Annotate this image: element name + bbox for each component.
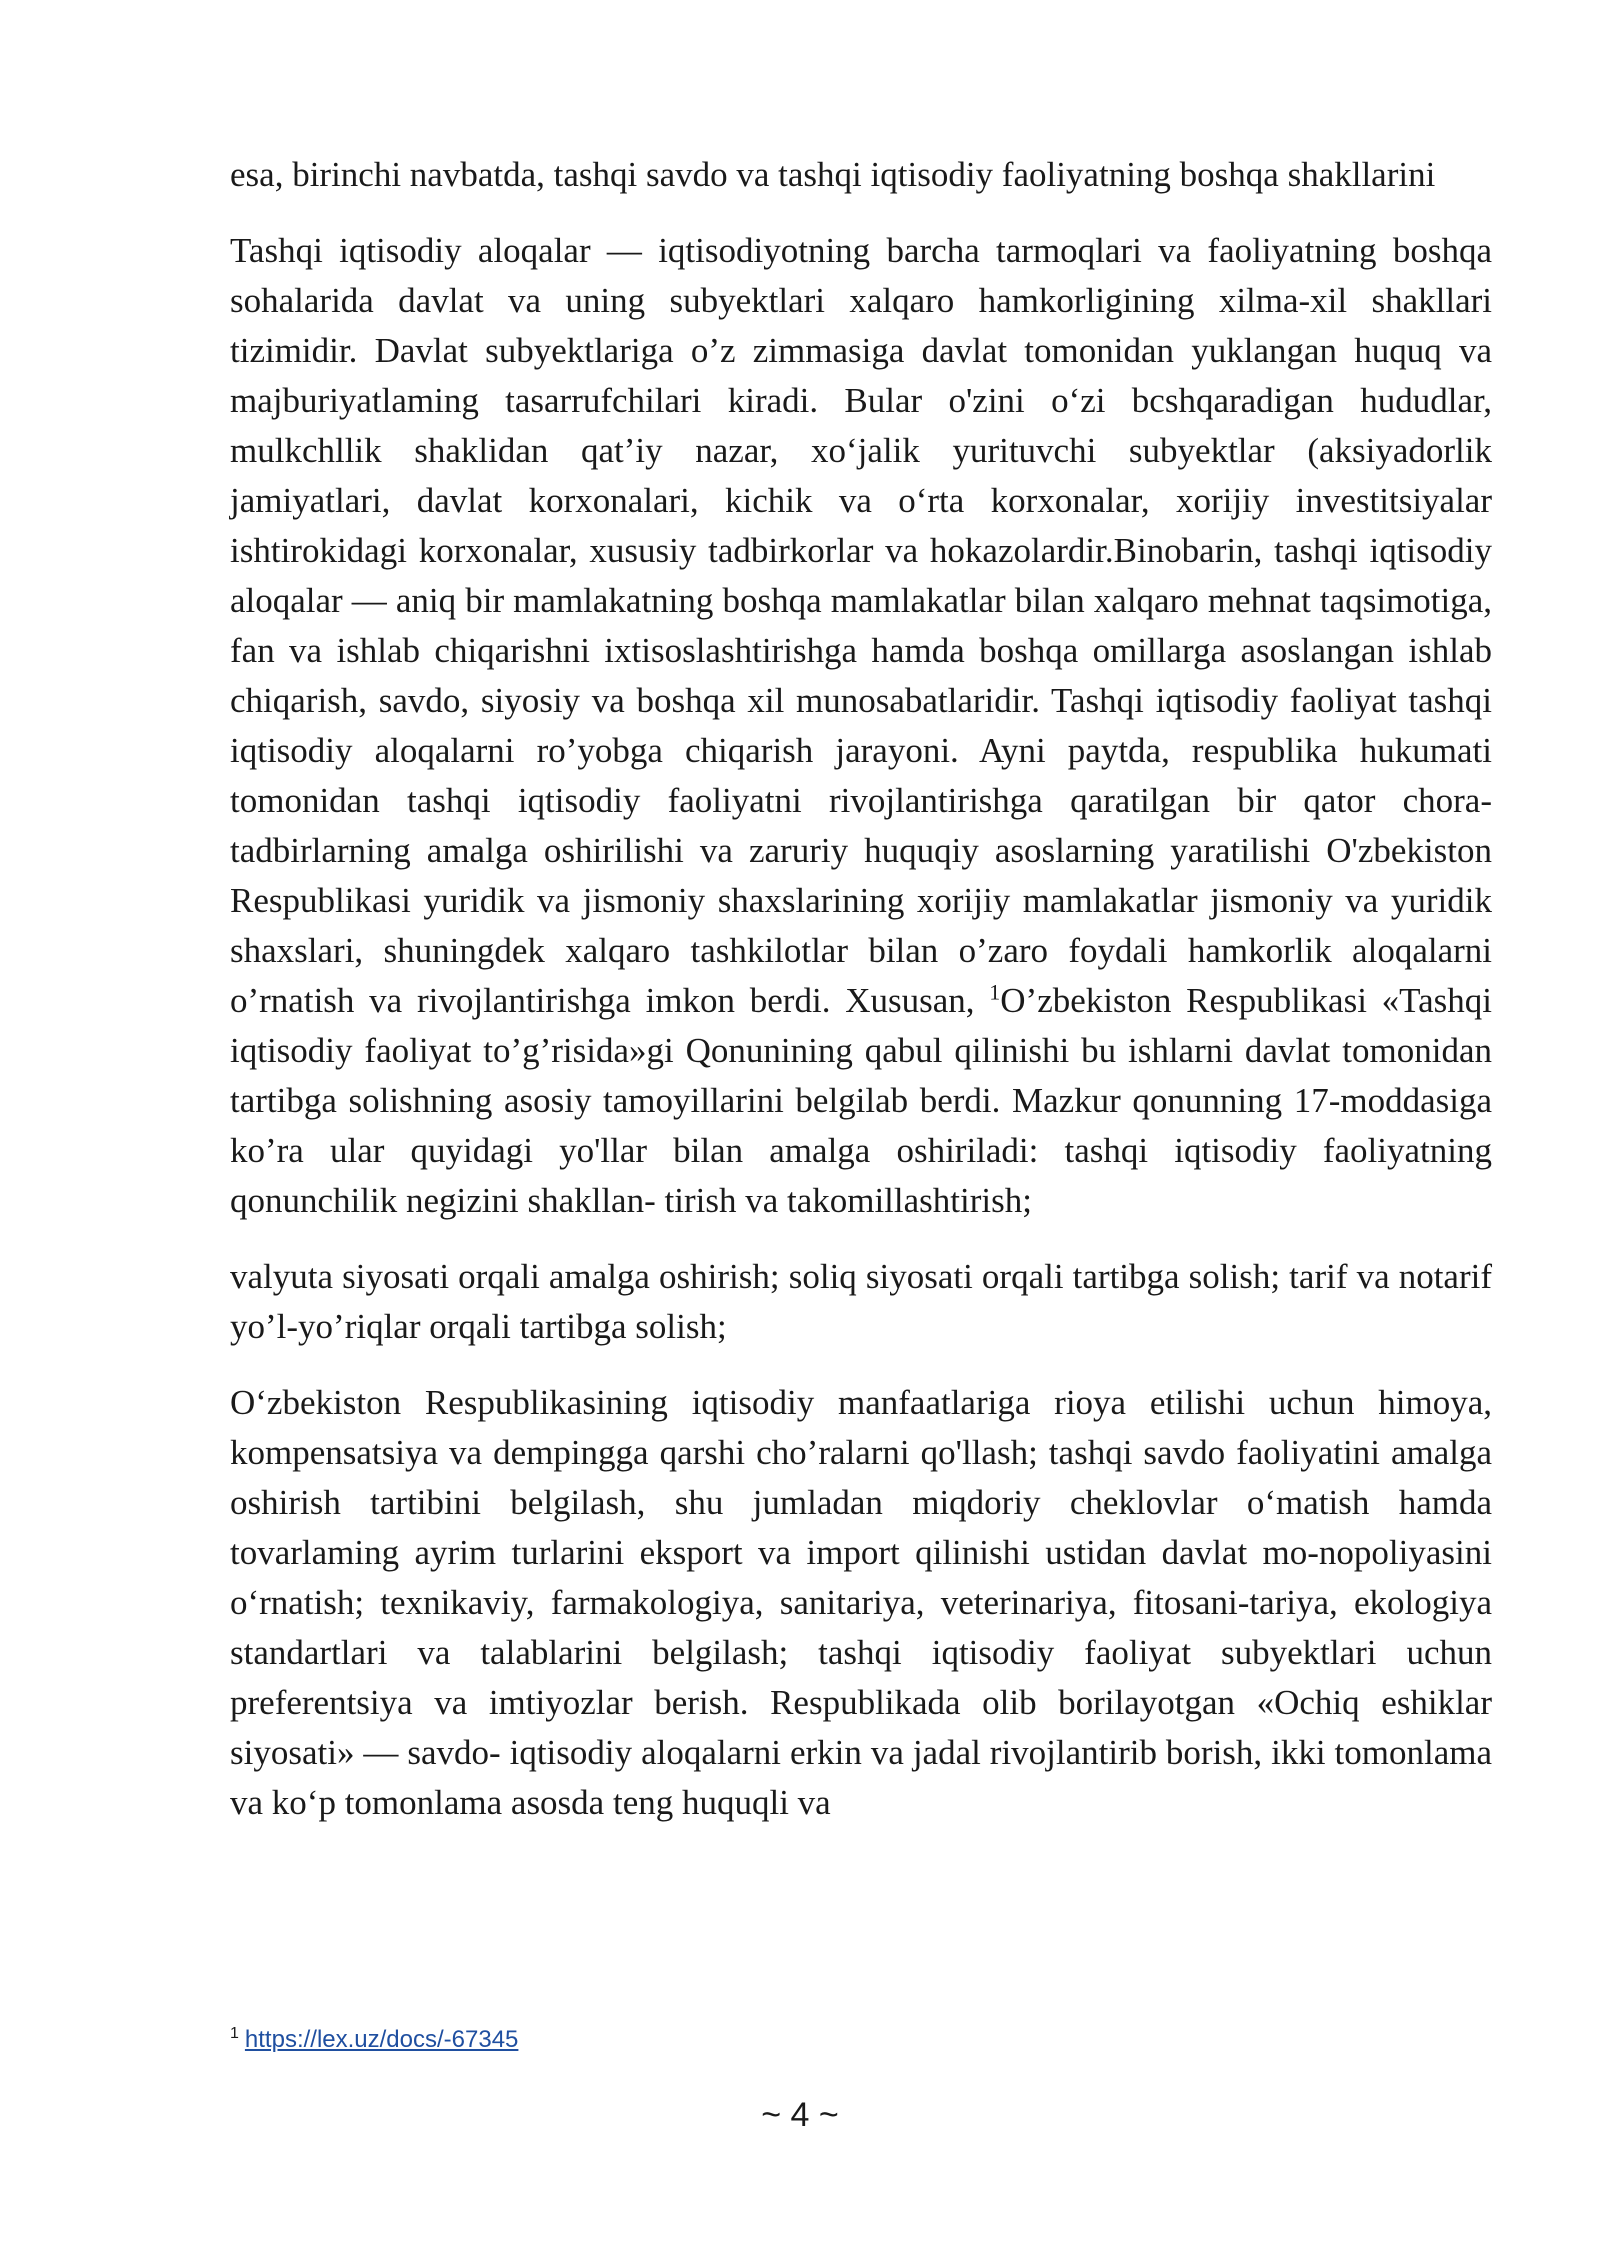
page-number: ~ 4 ~ xyxy=(761,2096,839,2134)
footnote xyxy=(230,2026,518,2054)
paragraph-protection-measures: O‘zbekiston Respublikasining iqtisodiy manfaatlariga rioya etilishi uchun himoya, kompensatsiya va dempingga qarshi cho’ralarni qo'llash; tashqi savdo faoliyatini amalga oshirish tartibini belgilash, shu jumladan miqdoriy cheklovlar o‘matish hamda tovarlaming ayrim turlarini eksport va import qilinishi ustidan davlat mo-nopoliyasini o‘rnatish; texnikaviy, farmakologiya, sanitariya, veterinariya, fitosani-tariya, ekologiya standartlari va talablarini belgilash; tashqi iqtisodiy faoliyat subyektlari uchun preferentsiya va imtiyozlar berish. Respublikada olib borilayotgan «Ochiq eshiklar siyosati» — savdo- iqtisodiy aloqalarni erkin va jadal rivojlantirib borish, ikki tomonlama va ko‘p tomonlama asosda teng huquqli va xyxy=(230,1383,1492,1822)
document-body xyxy=(230,150,1492,1854)
footnote-number: 1 xyxy=(230,2025,239,2042)
footnote-link[interactable]: https://lex.uz/docs/-67345 xyxy=(244,2026,519,2053)
paragraph-main xyxy=(230,226,1492,1226)
paragraph-main-text-part1: Tashqi iqtisodiy aloqalar — iqtisodiyotning barcha tarmoqlari va faoliyatning boshqa sohalarida davlat va uning subyektlari xalqaro hamkorligining xilma-xil shakllari tizimidir. Davlat subyektlariga o’z zimmasiga davlat tomonidan yuklangan huquq va majburiyatlaming tasarrufchilari kiradi. Bular o'zini o‘zi bcshqaradigan hududlar, mulkchllik shaklidan qat’iy nazar, xo‘jalik yurituvchi subyektlar (aksiyadorlik jamiyatlari, davlat korxonalari, kichik va o‘rta korxonalar, xorijiy investitsiyalar ishtirokidagi korxonalar, xususiy tadbirkorlar va hokazolardir.Binobarin, tashqi iqtisodiy aloqalar — aniq bir mamlakatning boshqa mamlakatlar bilan xalqaro mehnat taqsimotiga, fan va ishlab chiqarishni ixtisoslashtirishga hamda boshqa omillarga asoslangan ishlab chiqarish, savdo, siyosiy va boshqa xil munosabatlaridir. Tashqi iqtisodiy faoliyat tashqi iqtisodiy aloqalarni ro’yobga chiqarish jarayoni. Ayni paytda, respublika hukumati tomonidan tashqi iqtisodiy faoliyatni rivojlantirishga qaratilgan bir qator chora-tadbirlarning amalga oshirilishi va zaruriy huquqiy asoslarning yaratilishi O'zbekiston Respublikasi yuridik va jismoniy shaxslarining xorijiy mamlakatlar jismoniy va yuridik shaxslari, shuningdek xalqaro tashkilotlar bilan o’zaro foydali hamkorlik aloqalarni o’rnatish va rivojlantirishga imkon berdi. Xususan, xyxy=(230,231,1492,1020)
paragraph-intro: esa, birinchi navbatda, tashqi savdo va tashqi iqtisodiy faoliyatning boshqa shakllarini xyxy=(230,155,1436,194)
paragraph-main-text-part2: O’zbekiston Respublikasi «Tashqi iqtisodiy faoliyat to’g’risida»gi Qonunining qabul qilinishi bu ishlarni davlat tomonidan tartibga solishning asosiy tamoyillarini belgilab berdi. Mazkur qonunning 17-moddasiga ko’ra ular quyidagi yo'llar bilan amalga oshiriladi: tashqi iqtisodiy faoliyatning qonunchilik negizini shakllan- tirish va takomillashtirish; xyxy=(230,981,1492,1220)
paragraph-currency-policy: valyuta siyosati orqali amalga oshirish; soliq siyosati orqali tartibga solish; tarif va notarif yo’l-yo’riqlar orqali tartibga solish; xyxy=(230,1257,1492,1346)
footnote-reference[interactable]: 1 xyxy=(989,979,1001,1005)
